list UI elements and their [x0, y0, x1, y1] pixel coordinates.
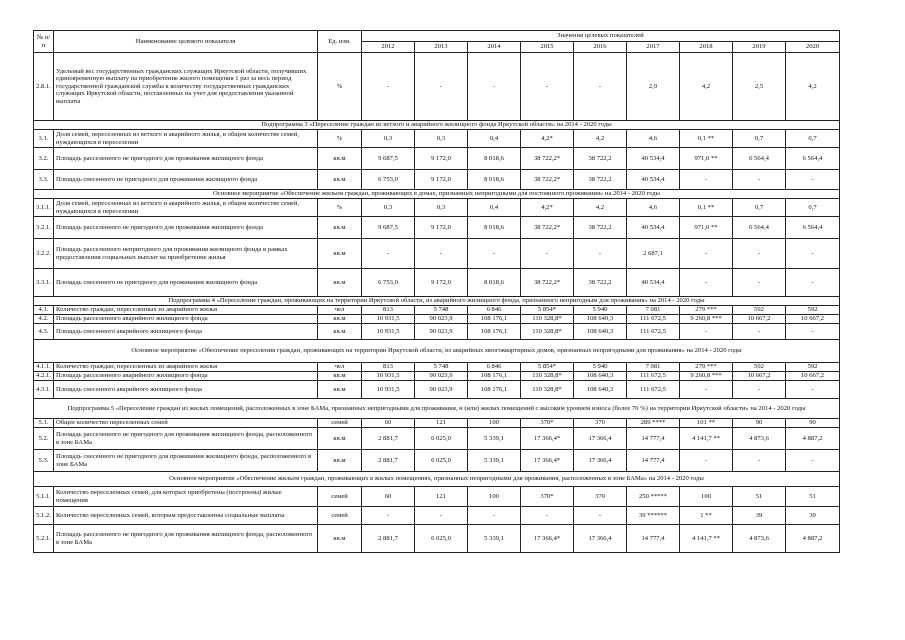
value-cell: 17 366,4* — [521, 450, 574, 472]
section-heading: Подпрограмма 4 «Переселение граждан, проживающих на территории Иркутской области, из аварийного жилищного фонда, признанного непригодным для проживания» на 2014 - 2020 годы — [34, 297, 840, 306]
row-number: 3.2.2. — [34, 239, 54, 269]
value-cell: 6 025,0 — [415, 428, 468, 450]
value-cell: 111 672,5 — [627, 372, 680, 381]
section-heading: Основное мероприятие «Обеспечение переселения граждан, проживающих на территории Иркутской области, из аварийных многоквартирных домов, признанных непригодными для проживания» на 2014 - 2020 годы — [34, 340, 840, 363]
unit-cell: кв.м — [318, 315, 362, 324]
section-heading: Подпрограмма 3 «Переселение граждан из ветхого и аварийного жилищного фонда Иркутской области» на 2014 - 2020 годы — [34, 121, 840, 130]
value-cell: - — [733, 269, 786, 297]
value-cell: 370* — [521, 419, 574, 428]
value-cell: 121 — [415, 487, 468, 507]
value-cell: - — [468, 239, 521, 269]
value-cell: 100 — [468, 487, 521, 507]
value-cell: 2,9 — [627, 53, 680, 121]
value-cell: - — [786, 324, 840, 340]
indicators-table — [33, 30, 840, 553]
section-heading-row — [34, 121, 840, 130]
header-year: 2015 — [521, 42, 574, 53]
value-cell: 108 176,1 — [468, 372, 521, 381]
value-cell: 8 018,6 — [468, 217, 521, 239]
value-cell: 9 172,0 — [415, 148, 468, 170]
value-cell: 0,3 — [362, 199, 415, 217]
header-row — [34, 31, 840, 42]
value-cell: 4 873,6 — [733, 428, 786, 450]
value-cell: 17 366,4 — [574, 525, 627, 553]
header-year: 2020 — [786, 42, 840, 53]
value-cell: - — [574, 507, 627, 525]
value-cell: - — [468, 507, 521, 525]
value-cell: 10 667,2 — [733, 372, 786, 381]
value-cell: 0,1 ** — [680, 199, 733, 217]
value-cell: 6 753,0 — [362, 170, 415, 190]
value-cell: 108 640,3 — [574, 381, 627, 399]
unit-cell: % — [318, 130, 362, 148]
value-cell: 6 025,0 — [415, 525, 468, 553]
table-row — [34, 239, 840, 269]
header-year: 2012 — [362, 42, 415, 53]
unit-cell: кв.м — [318, 381, 362, 399]
value-cell: 4 887,2 — [786, 525, 840, 553]
value-cell: 10 667,2 — [786, 315, 840, 324]
value-cell: - — [733, 324, 786, 340]
value-cell: 60 — [362, 419, 415, 428]
value-cell: 813 — [362, 306, 415, 315]
value-cell: 813 — [362, 363, 415, 372]
value-cell: 0,7 — [733, 130, 786, 148]
value-cell: 4 141,7 ** — [680, 525, 733, 553]
value-cell: 9 687,5 — [362, 217, 415, 239]
header-year: 2013 — [415, 42, 468, 53]
value-cell: 110 328,8* — [521, 315, 574, 324]
unit-cell: кв.м — [318, 525, 362, 553]
table-row — [34, 130, 840, 148]
value-cell: 0,7 — [786, 130, 840, 148]
table-row — [34, 363, 840, 372]
value-cell: - — [521, 239, 574, 269]
value-cell: 279 *** — [680, 363, 733, 372]
value-cell: 8 018,6 — [468, 269, 521, 297]
row-number: 5.1. — [34, 419, 54, 428]
indicator-name: Площадь снесенного не пригодного для проживания жилищного фонда — [54, 269, 318, 297]
value-cell: 4,6 — [627, 130, 680, 148]
value-cell: 111 672,5 — [627, 315, 680, 324]
unit-cell: кв.м — [318, 450, 362, 472]
value-cell: - — [733, 170, 786, 190]
header-values: Значения целевых показателей — [362, 31, 840, 42]
value-cell: 111 672,5 — [627, 324, 680, 340]
value-cell: - — [680, 170, 733, 190]
value-cell: - — [786, 239, 840, 269]
value-cell: 5 339,1 — [468, 525, 521, 553]
value-cell: - — [680, 324, 733, 340]
value-cell: 39 ****** — [627, 507, 680, 525]
indicator-name: Общее количество переселенных семей — [54, 419, 318, 428]
row-number: 5.1.2. — [34, 507, 54, 525]
value-cell: 0,7 — [733, 199, 786, 217]
indicator-name: Количество граждан, переселенных из аварийного жилья — [54, 306, 318, 315]
table-row — [34, 170, 840, 190]
value-cell: 5 339,1 — [468, 428, 521, 450]
value-cell: - — [733, 239, 786, 269]
value-cell: 90 023,9 — [415, 315, 468, 324]
value-cell: 0,7 — [786, 199, 840, 217]
value-cell: 592 — [733, 306, 786, 315]
section-heading: Подпрограмма 5 «Переселение граждан из жилых помещений, расположенных в зоне БАМа, признанных непригодными для проживания, и (или) жилых помещений с высоким уровнем износа (более 70 %) на территории Иркутской области» на 2014 - 2020 годы — [34, 399, 840, 419]
value-cell: 6 846 — [468, 306, 521, 315]
value-cell: 40 534,4 — [627, 170, 680, 190]
value-cell: 38 722,2 — [574, 217, 627, 239]
indicator-name: Количество граждан, переселенных из аварийного жилья — [54, 363, 318, 372]
row-number: 3.3. — [34, 170, 54, 190]
value-cell: 108 176,1 — [468, 315, 521, 324]
value-cell: 17 366,4 — [574, 428, 627, 450]
value-cell: 10 667,2 — [733, 315, 786, 324]
indicator-name: Площадь расселенного непригодного для проживания жилищного фонда в рамках предоставления социальных выплат на приобретение жилья — [54, 239, 318, 269]
value-cell: 9 172,0 — [415, 217, 468, 239]
value-cell: 6 846 — [468, 363, 521, 372]
value-cell: - — [680, 381, 733, 399]
value-cell: - — [733, 381, 786, 399]
row-number: 4.2.1. — [34, 372, 54, 381]
value-cell: 17 366,4* — [521, 525, 574, 553]
value-cell: 100 — [468, 419, 521, 428]
indicator-name: Количество переселенных семей, для которых приобретены (построены) жилые помещения — [54, 487, 318, 507]
header-num: № п/п — [34, 31, 54, 53]
indicator-name: Площадь расселенного не пригодного для проживания жилищного фонда, расположенного в зоне БАМа — [54, 525, 318, 553]
indicator-name: Доля семей, переселенных из ветхого и аварийного жилья, в общем количестве семей, нуждающихся в переселении — [54, 130, 318, 148]
section-heading: Основное мероприятие «Обеспечение жильем граждан, проживающих в домах, признанных непригодными для постоянного проживания» на 2014 - 2020 годы — [34, 190, 840, 199]
table-row — [34, 315, 840, 324]
value-cell: 38 722,2* — [521, 148, 574, 170]
value-cell: 38 722,2* — [521, 269, 574, 297]
value-cell: 592 — [786, 363, 840, 372]
value-cell: 2 687,1 — [627, 239, 680, 269]
unit-cell: кв.м — [318, 269, 362, 297]
table-row — [34, 306, 840, 315]
value-cell: 17 366,4* — [521, 428, 574, 450]
unit-cell: чел — [318, 363, 362, 372]
value-cell: 51 — [786, 487, 840, 507]
value-cell: 39 — [786, 507, 840, 525]
value-cell: 0,4 — [468, 199, 521, 217]
value-cell: 971,0 ** — [680, 217, 733, 239]
section-heading-row — [34, 340, 840, 363]
value-cell: 40 534,4 — [627, 269, 680, 297]
value-cell: 38 722,2 — [574, 148, 627, 170]
unit-cell: семей — [318, 507, 362, 525]
table-row — [34, 487, 840, 507]
value-cell: 2 881,7 — [362, 525, 415, 553]
value-cell: 10 667,2 — [786, 372, 840, 381]
value-cell: 6 564,4 — [786, 217, 840, 239]
value-cell: 90 023,9 — [415, 372, 468, 381]
value-cell: 6 564,4 — [786, 148, 840, 170]
value-cell: 9 260,8 *** — [680, 372, 733, 381]
table-row — [34, 507, 840, 525]
value-cell: 7 081 — [627, 363, 680, 372]
value-cell: - — [521, 53, 574, 121]
value-cell: 8 018,6 — [468, 148, 521, 170]
value-cell: 4,2 — [786, 53, 840, 121]
header-year: 2018 — [680, 42, 733, 53]
row-number: 4.3. — [34, 324, 54, 340]
row-number: 5.2.1. — [34, 525, 54, 553]
indicator-name: Доля семей, переселенных из ветхого и аварийного жилья, в общем количестве семей, нуждающихся в переселении — [54, 199, 318, 217]
value-cell: 10 931,5 — [362, 381, 415, 399]
value-cell: 9 260,8 *** — [680, 315, 733, 324]
table-body — [34, 31, 840, 553]
value-cell: 90 023,9 — [415, 324, 468, 340]
section-heading: Основное мероприятие «Обеспечение жильем граждан, проживающих в жилых помещениях, признанных непригодными для проживания, расположенных в зоне БАМа» на 2014 - 2020 годы — [34, 472, 840, 487]
value-cell: - — [786, 269, 840, 297]
value-cell: 370 — [574, 419, 627, 428]
row-number: 3.1. — [34, 130, 54, 148]
table-row — [34, 428, 840, 450]
value-cell: - — [415, 53, 468, 121]
value-cell: 90 023,9 — [415, 381, 468, 399]
section-heading-row — [34, 297, 840, 306]
table-row — [34, 525, 840, 553]
unit-cell: кв.м — [318, 148, 362, 170]
row-number: 4.1. — [34, 306, 54, 315]
value-cell: 2 881,7 — [362, 450, 415, 472]
row-number: 5.2. — [34, 428, 54, 450]
value-cell: 5 339,1 — [468, 450, 521, 472]
unit-cell: кв.м — [318, 372, 362, 381]
value-cell: 108 176,1 — [468, 381, 521, 399]
value-cell: 6 025,0 — [415, 450, 468, 472]
value-cell: - — [521, 507, 574, 525]
unit-cell: кв.м — [318, 239, 362, 269]
value-cell: 9 172,0 — [415, 269, 468, 297]
value-cell: 6 753,0 — [362, 269, 415, 297]
value-cell: 971,0 ** — [680, 148, 733, 170]
value-cell: 108 640,3 — [574, 315, 627, 324]
value-cell: 14 777,4 — [627, 525, 680, 553]
value-cell: 38 722,2* — [521, 170, 574, 190]
value-cell: 14 777,4 — [627, 428, 680, 450]
indicator-name: Площадь расселенного аварийного жилищного фонда — [54, 372, 318, 381]
value-cell: 5 748 — [415, 363, 468, 372]
indicator-name: Площадь расселенного не пригодного для проживания жилищного фонда — [54, 217, 318, 239]
unit-cell: кв.м — [318, 428, 362, 450]
header-unit: Ед. изм. — [318, 31, 362, 53]
value-cell: 0,3 — [415, 199, 468, 217]
value-cell: - — [574, 239, 627, 269]
value-cell: - — [786, 381, 840, 399]
value-cell: 110 328,8* — [521, 324, 574, 340]
row-number: 5.3. — [34, 450, 54, 472]
value-cell: 110 328,8* — [521, 381, 574, 399]
value-cell: 7 081 — [627, 306, 680, 315]
value-cell: 60 — [362, 487, 415, 507]
value-cell: - — [786, 170, 840, 190]
value-cell: - — [415, 239, 468, 269]
row-number: 3.1.1. — [34, 199, 54, 217]
value-cell: 5 854* — [521, 363, 574, 372]
value-cell: 90 — [786, 419, 840, 428]
value-cell: - — [415, 507, 468, 525]
row-number: 3.3.1. — [34, 269, 54, 297]
indicator-name: Площадь снесенного аварийного жилищного фонда — [54, 324, 318, 340]
value-cell: - — [574, 53, 627, 121]
value-cell: 108 176,1 — [468, 324, 521, 340]
value-cell: - — [680, 239, 733, 269]
unit-cell: кв.м — [318, 324, 362, 340]
value-cell: 38 722,2 — [574, 269, 627, 297]
section-heading-row — [34, 190, 840, 199]
value-cell: 5 940 — [574, 306, 627, 315]
value-cell: 4 141,7 ** — [680, 428, 733, 450]
row-number: 2.8.1. — [34, 53, 54, 121]
header-name: Наименование целевого показателя — [54, 31, 318, 53]
table-row — [34, 53, 840, 121]
indicator-name: Количество переселенных семей, которым предоставленны социальные выплаты — [54, 507, 318, 525]
value-cell: 4 887,2 — [786, 428, 840, 450]
value-cell: 90 — [733, 419, 786, 428]
section-heading-row — [34, 399, 840, 419]
value-cell: 14 777,4 — [627, 450, 680, 472]
row-number: 4.1.1. — [34, 363, 54, 372]
indicator-name: Площадь снесенного не пригодного для проживания жилищного фонда, расположенного в зоне БАМа — [54, 450, 318, 472]
header-year: 2016 — [574, 42, 627, 53]
value-cell: 10 931,5 — [362, 324, 415, 340]
value-cell: 279 *** — [680, 306, 733, 315]
value-cell: 6 564,4 — [733, 217, 786, 239]
value-cell: 4,2 — [574, 199, 627, 217]
value-cell: 4 873,6 — [733, 525, 786, 553]
value-cell: - — [468, 53, 521, 121]
row-number: 3.2.1. — [34, 217, 54, 239]
indicator-name: Площадь расселенного не пригодного для проживания жилищного фонда, расположенного в зоне БАМа — [54, 428, 318, 450]
header-year: 2017 — [627, 42, 680, 53]
unit-cell: семей — [318, 419, 362, 428]
value-cell: 250 ***** — [627, 487, 680, 507]
table-row — [34, 381, 840, 399]
value-cell: - — [680, 269, 733, 297]
value-cell: 2 881,7 — [362, 428, 415, 450]
value-cell: 4,2 — [680, 53, 733, 121]
value-cell: 0,3 — [415, 130, 468, 148]
unit-cell: кв.м — [318, 217, 362, 239]
value-cell: 108 640,3 — [574, 324, 627, 340]
table-row — [34, 450, 840, 472]
value-cell: - — [733, 450, 786, 472]
value-cell: 0,1 ** — [680, 130, 733, 148]
value-cell: - — [362, 507, 415, 525]
value-cell: 17 366,4 — [574, 450, 627, 472]
value-cell: 592 — [733, 363, 786, 372]
row-number: 4.3.1. — [34, 381, 54, 399]
value-cell: 289 **** — [627, 419, 680, 428]
value-cell: 8 018,6 — [468, 170, 521, 190]
value-cell: 9 172,0 — [415, 170, 468, 190]
indicator-name: Площадь расселенного аварийного жилищного фонда — [54, 315, 318, 324]
value-cell: 2,5 — [733, 53, 786, 121]
value-cell: 121 — [415, 419, 468, 428]
table-row — [34, 419, 840, 428]
section-heading-row — [34, 472, 840, 487]
header-year: 2019 — [733, 42, 786, 53]
value-cell: - — [680, 450, 733, 472]
value-cell: 4,2* — [521, 130, 574, 148]
value-cell: 100 — [680, 487, 733, 507]
value-cell: - — [786, 450, 840, 472]
value-cell: 5 940 — [574, 363, 627, 372]
value-cell: 38 722,2 — [574, 170, 627, 190]
table-row — [34, 199, 840, 217]
value-cell: 38 722,2* — [521, 217, 574, 239]
unit-cell: кв.м — [318, 170, 362, 190]
table-row — [34, 324, 840, 340]
value-cell: 4,6 — [627, 199, 680, 217]
value-cell: 10 931,5 — [362, 372, 415, 381]
value-cell: 108 640,3 — [574, 372, 627, 381]
value-cell: 1 ** — [680, 507, 733, 525]
value-cell: 9 687,5 — [362, 148, 415, 170]
value-cell: 6 564,4 — [733, 148, 786, 170]
value-cell: 10 931,5 — [362, 315, 415, 324]
indicator-name: Площадь снесенного не пригодного для проживания жилищного фонда — [54, 170, 318, 190]
table-row — [34, 217, 840, 239]
row-number: 3.2. — [34, 148, 54, 170]
value-cell: 51 — [733, 487, 786, 507]
unit-cell: чел — [318, 306, 362, 315]
header-year: 2014 — [468, 42, 521, 53]
table-row — [34, 372, 840, 381]
unit-cell: % — [318, 53, 362, 121]
table-row — [34, 148, 840, 170]
value-cell: 370 — [574, 487, 627, 507]
value-cell: 0,4 — [468, 130, 521, 148]
value-cell: - — [362, 53, 415, 121]
value-cell: 4,2 — [574, 130, 627, 148]
unit-cell: % — [318, 199, 362, 217]
value-cell: 4,2* — [521, 199, 574, 217]
value-cell: 101 ** — [680, 419, 733, 428]
indicator-name: Удельный вес государственных гражданских служащих Иркутской области, получивших единовременную выплату на приобретение жилого помещения 1 раз за весь период государственной гражданской службы к количеству государственных гражданских служащих Иркутской области, поставленных на учет для предоставления указанной выплаты — [54, 53, 318, 121]
value-cell: 40 534,4 — [627, 148, 680, 170]
row-number: 5.1.1. — [34, 487, 54, 507]
value-cell: 40 534,4 — [627, 217, 680, 239]
value-cell: 370* — [521, 487, 574, 507]
value-cell: 5 748 — [415, 306, 468, 315]
value-cell: 39 — [733, 507, 786, 525]
row-number: 4.2. — [34, 315, 54, 324]
value-cell: - — [362, 239, 415, 269]
table-row — [34, 269, 840, 297]
value-cell: 5 854* — [521, 306, 574, 315]
indicator-name: Площадь расселенного не пригодного для проживания жилищного фонда — [54, 148, 318, 170]
value-cell: 111 672,5 — [627, 381, 680, 399]
value-cell: 592 — [786, 306, 840, 315]
value-cell: 0,3 — [362, 130, 415, 148]
indicator-name: Площадь снесенного аварийного жилищного фонда — [54, 381, 318, 399]
value-cell: 110 328,8* — [521, 372, 574, 381]
unit-cell: семей — [318, 487, 362, 507]
